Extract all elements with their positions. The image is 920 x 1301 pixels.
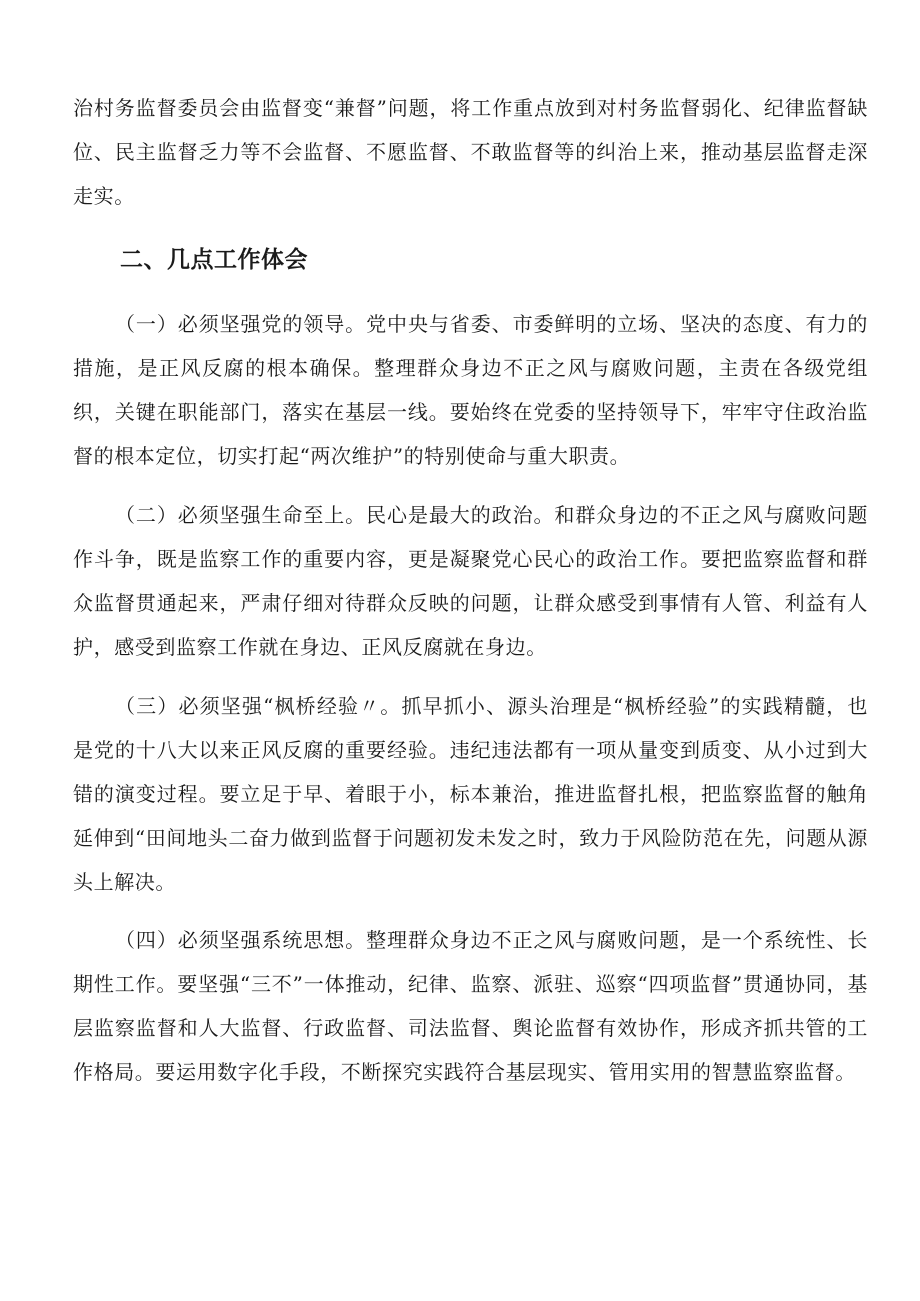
paragraph-fengqiao-experience: （三）必须坚强“枫桥经验〃。抓早抓小、源头治理是“枫桥经验”的实践精髓，也是党的十八大以来正风反腐的重要经验。违纪违法都有一项从量变到质变、从小过到大错的演变过程。要立足于早、着眼于小，标本兼治，推进监督扎根，把监察监督的触角延伸到“田间地头二奋力做到监督于问题初发未发之时，致力于风险防范在先，问题从源头上解决。 — [73, 694, 868, 894]
paragraph-party-leadership: （一）必须坚强党的领导。党中央与省委、市委鲜明的立场、坚决的态度、有力的措施，是正风反腐的根本确保。整理群众身边不正之风与腐败问题，主责在各级党组织，关键在职能部门，落实在基层一线。要始终在党委的坚持领导下，牢牢守住政治监督的根本定位，切实打起“两次维护”的特别使命与重大职责。 — [73, 312, 868, 468]
continuation-paragraph: 治村务监督委员会由监督变“兼督”问题，将工作重点放到对村务监督弱化、纪律监督缺位、民主监督乏力等不会监督、不愿监督、不敢监督等的纠治上来，推动基层监督走深走实。 — [73, 96, 868, 208]
paragraph-people-first: （二）必须坚强生命至上。民心是最大的政治。和群众身边的不正之风与腐败问题作斗争，既是监察工作的重要内容，更是凝聚党心民心的政治工作。要把监察监督和群众监督贯通起来，严肃仔细对待群众反映的问题，让群众感受到事情有人管、利益有人护，感受到监察工作就在身边、正风反腐就在身边。 — [73, 503, 868, 659]
paragraph-systems-thinking: （四）必须坚强系统思想。整理群众身边不正之风与腐败问题，是一个系统性、长期性工作。要坚强“三不”一体推动，纪律、监察、派驻、巡察“四项监督”贯通协同，基层监察监督和人大监督、行政监督、司法监督、舆论监督有效协作，形成齐抓共管的工作格局。要运用数字化手段，不断探究实践符合基层现实、管用实用的智慧监察监督。 — [73, 928, 868, 1084]
section-heading: 二、几点工作体会 — [120, 247, 308, 273]
